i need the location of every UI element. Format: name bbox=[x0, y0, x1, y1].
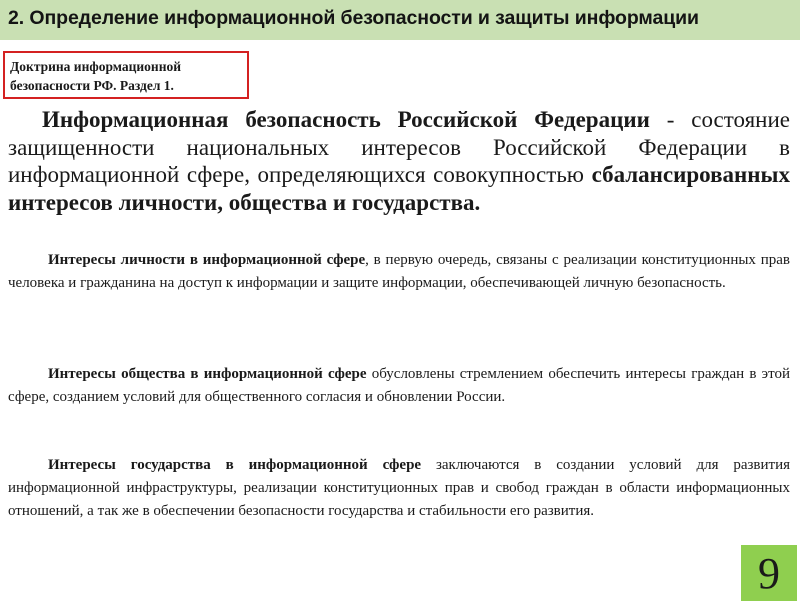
title-bar bbox=[0, 0, 800, 40]
paragraph-heading: Интересы общества в информационной сфере bbox=[48, 366, 367, 382]
doctrine-line-2: безопасности РФ. Раздел 1. bbox=[10, 78, 174, 93]
paragraph-heading: Интересы личности в информационной сфере bbox=[48, 252, 366, 268]
paragraph-heading: Интересы государства в информационной сфере bbox=[48, 457, 422, 473]
paragraph-text: , в первую очередь, связаны с реализации конституционных прав человека и гражданина на доступ к информации и защите информации, обеспечивающей личную безопасность. bbox=[8, 252, 791, 291]
personal-interests-paragraph bbox=[8, 249, 790, 295]
page-number: 9 bbox=[758, 548, 780, 598]
state-interests-paragraph bbox=[8, 454, 790, 523]
doctrine-reference-box bbox=[3, 51, 249, 99]
page-number-badge bbox=[741, 545, 797, 601]
definition-text: - состояние защищенности национальных интересов Российской Федерации в информационной сфере, определяющихся совокупностью bbox=[8, 107, 790, 187]
society-interests-paragraph bbox=[8, 363, 790, 409]
paragraph-text: заключаются в создании условий для развития информационной инфраструктуры, реализации конституционных прав и свобод граждан в области информационных отношений, а так же в обеспечении безопасности государства и стабильности его развития. bbox=[8, 457, 791, 519]
paragraph-text: обусловлены стремлением обеспечить интересы граждан в этой сфере, созданием условий для общественного согласия и обновлении России. bbox=[8, 366, 790, 405]
slide-title: 2. Определение информационной безопасности и защиты информации bbox=[8, 7, 699, 29]
definition-emphasis: сбалансированных интересов личности, общества и государства. bbox=[8, 162, 790, 215]
doctrine-line-1: Доктрина информационной bbox=[10, 59, 181, 74]
definition-paragraph bbox=[8, 106, 790, 216]
definition-term: Информационная безопасность Российской Федерации bbox=[42, 107, 650, 132]
